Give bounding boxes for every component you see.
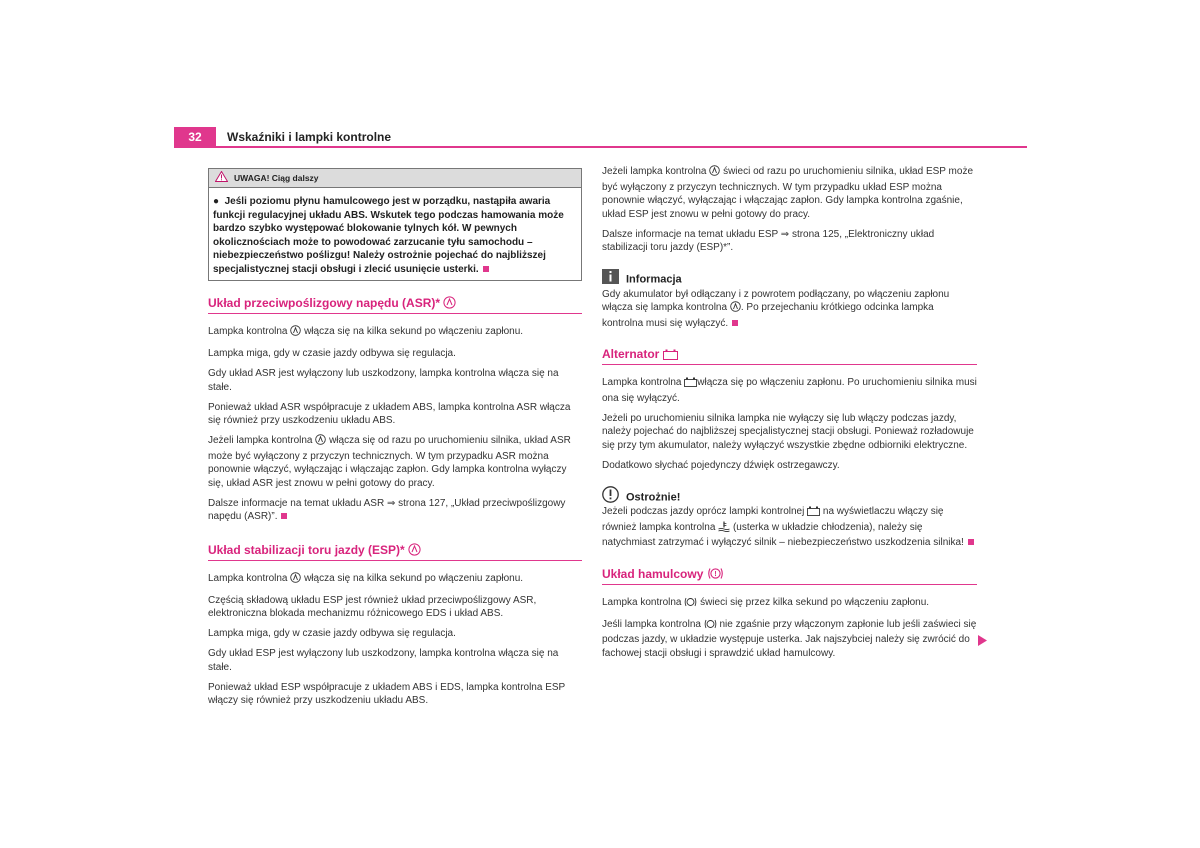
brake-icon	[704, 619, 717, 634]
asr-paragraph-4: Ponieważ układ ASR współpracuje z układem ABS, lampka kontrolna ASR włącza się również przy uszkodzeniu układu ABS.	[208, 401, 571, 426]
esp-paragraph-1	[208, 572, 582, 588]
asr-paragraph-5	[208, 434, 582, 490]
esp-paragraph-3: Lampka miga, gdy w czasie jazdy odbywa się regulacja.	[208, 628, 456, 639]
text: (usterka w układzie chłodzenia), należy się natychmiast zatrzymać i wyłączyć silnik – niebezpieczeństwo uszkodzenia silnika!	[602, 521, 964, 548]
coolant-temperature-icon	[718, 521, 730, 537]
alternator-paragraph-1	[602, 376, 977, 405]
text: Jeżeli lampka kontrolna	[208, 435, 313, 446]
battery-pink-icon	[663, 348, 678, 364]
esp-paragraph-2: Częścią składową układu ESP jest również układ przeciwpoślizgowy ASR, elektroniczna blokada mechanizmu różnicowego EDS i układ ABS.	[208, 594, 537, 619]
text: Jeśli lampka kontrolna	[602, 618, 701, 630]
left-column	[208, 168, 582, 714]
text: Jeżeli podczas jazdy oprócz lampki kontrolnej	[602, 506, 805, 517]
bullet: ●	[213, 196, 225, 207]
caution-text	[602, 505, 977, 550]
esp-light-icon	[709, 165, 720, 181]
esp-paragraph-5: Ponieważ układ ESP współpracuje z układem ABS i EDS, lampka kontrolna ESP włączy się również przy uszkodzeniu układu ABS.	[208, 681, 566, 706]
info-icon	[602, 269, 619, 290]
alternator-paragraph-2: Jeżeli po uruchomieniu silnika lampka nie wyłączy się lub włączy podczas jazdy, należy pojechać do najbliższej specjalistycznej stacji obsługi. Ponieważ rozładowuje się przy tym akumulator, należy wyłączyć wszystkie zbędne odbiorniki elektryczne.	[602, 412, 974, 451]
end-marker-icon	[732, 320, 738, 326]
brake-title-text: Układ hamulcowy	[602, 566, 704, 581]
asr-paragraph-2: Lampka miga, gdy w czasie jazdy odbywa się regulacja.	[208, 348, 456, 359]
svg-text:!: !	[714, 570, 717, 578]
warning-header	[209, 169, 581, 188]
warning-body	[209, 188, 581, 280]
text: świeci się przez kilka sekund po włączeniu zapłonu.	[700, 596, 930, 608]
header-rule	[216, 146, 1027, 148]
asr-light-icon	[315, 434, 326, 450]
esp-section-title	[208, 542, 582, 561]
text: Gdy akumulator był odłączany i z powrotem podłączany, po włączeniu zapłonu włącza się lampka kontrolna	[602, 288, 950, 313]
esp-light-icon	[730, 301, 741, 317]
asr-paragraph-6	[208, 497, 582, 524]
text: . Po przejechaniu krótkiego odcinka lampka kontrolna musi się wyłączyć.	[602, 302, 934, 329]
info-title	[602, 269, 977, 287]
text: Lampka kontrolna	[602, 596, 682, 608]
alternator-paragraph-3: Dodatkowo słychać pojedynczy dźwięk ostrzegawczy.	[602, 459, 840, 471]
brake-icon	[684, 597, 697, 612]
asr-paragraph-1	[208, 325, 582, 341]
warning-text: Jeśli poziomu płynu hamulcowego jest w porządku, nastąpiła awaria funkcji regulacyjnej układu ABS. Wskutek tego podczas hamowania może bardzo szybko występować blokowanie tylnych kół. W pewnych okolicznościach może to powodować zarzucanie tyłu samochodu – niebezpieczeństwo poślizgu! Należy ostrożnie pojechać do najbliższej specjalistycznej stacji obsługi i zlecić usunięcie usterki.	[213, 196, 564, 275]
info-text	[602, 288, 977, 331]
asr-section-title	[208, 295, 582, 314]
warning-title: UWAGA! Ciąg dalszy	[234, 173, 319, 183]
brake-pink-icon	[707, 567, 724, 584]
text: świeci od razu po uruchomieniu silnika, układ ESP może być wyłączony z przyczyn technicznych. W tym przypadku układ ESP można ponownie włączyć, wyłączając i włączając zapłon. Gdy lampka kontrolna zgaśnie, układ ESP jest znowu w pełni gotowy do pracy.	[602, 166, 974, 220]
esp-light-icon	[290, 572, 301, 588]
caution-title	[602, 486, 977, 504]
esp-warning-light-icon	[408, 543, 421, 560]
battery-icon	[807, 506, 820, 521]
end-marker-icon	[281, 513, 287, 519]
esp-paragraph-7: Dalsze informacje na temat układu ESP ⇒ strona 125, „Elektroniczny układ stabilizacji toru jazdy (ESP)*”.	[602, 228, 935, 253]
text: włącza się od razu po uruchomieniu silnika, układ ASR może być wyłączony z przyczyn technicznych. W tym przypadku ASR można ponownie włączyć, wyłączając i włączając zapłon. Gdy lampka kontrolna wyłączy się, układ ASR jest znowu w pełni gotowy do pracy.	[208, 435, 571, 489]
brake-section-title	[602, 566, 977, 585]
esp-paragraph-6	[602, 165, 977, 221]
battery-icon	[684, 377, 697, 392]
asr-light-icon	[290, 325, 301, 341]
text: Dalsze informacje na temat układu ASR ⇒ strona 127, „Układ przeciwpoślizgowy napędu (ASR)”.	[208, 497, 566, 522]
text: Lampka kontrolna	[208, 326, 288, 337]
alternator-title-text: Alternator	[602, 347, 660, 361]
end-marker-icon	[483, 266, 489, 272]
esp-title-text: Układ stabilizacji toru jazdy (ESP)*	[208, 542, 405, 557]
esp-paragraph-4: Gdy układ ESP jest wyłączony lub uszkodzony, lampka kontrolna włącza się na stałe.	[208, 648, 559, 673]
text: nie zgaśnie przy włączonym zapłonie lub jeśli zaświeci się podczas jazdy, w układzie występuje usterka. Jak najszybciej należy się zwrócić do fachowej stacji obsługi i sprawdzić układ hamulcowy.	[602, 618, 977, 659]
text: włącza się po włączeniu zapłonu. Po uruchomieniu silnika musi ona się wyłączyć.	[602, 377, 977, 404]
text: Ostrożnie!	[626, 491, 681, 504]
brake-paragraph-1	[602, 596, 977, 612]
asr-paragraph-3: Gdy układ ASR jest wyłączony lub uszkodzony, lampka kontrolna włącza się na stałe.	[208, 368, 559, 393]
text: Lampka kontrolna	[208, 572, 288, 584]
alternator-section-title	[602, 346, 977, 365]
continue-arrow-icon	[978, 633, 987, 651]
asr-title-text: Układ przeciwpoślizgowy napędu (ASR)*	[208, 296, 441, 310]
right-column	[602, 165, 977, 667]
page-number: 32	[174, 127, 216, 148]
warning-triangle-icon	[215, 170, 228, 188]
asr-warning-light-icon	[443, 296, 456, 313]
text: włącza się na kilka sekund po włączeniu zapłonu.	[304, 326, 524, 337]
text: Lampka kontrolna	[602, 377, 682, 388]
text: Informacja	[626, 272, 682, 285]
warning-box	[208, 168, 582, 281]
brake-paragraph-2	[602, 618, 977, 661]
end-marker-icon	[968, 539, 974, 545]
page-title: Wskaźniki i lampki kontrolne	[227, 130, 392, 144]
text: na wyświetlaczu włączy się również lampka kontrolna	[602, 506, 944, 533]
page-header	[174, 127, 1027, 149]
text: włącza się na kilka sekund po włączeniu zapłonu.	[304, 572, 524, 584]
text: Jeżeli lampka kontrolna	[602, 166, 707, 177]
